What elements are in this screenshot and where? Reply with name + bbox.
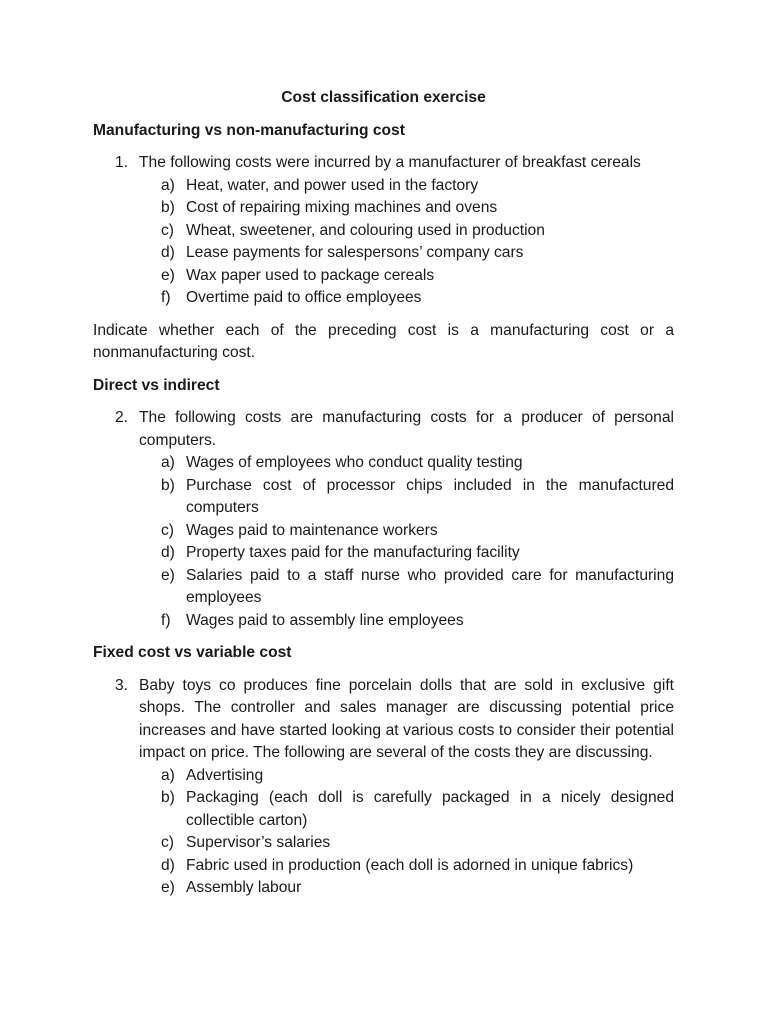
list-item bbox=[93, 610, 674, 633]
question-2 bbox=[93, 407, 674, 452]
section-heading-manufacturing: Manufacturing vs non-manufacturing cost bbox=[93, 121, 405, 139]
list-item bbox=[93, 265, 674, 288]
list-item bbox=[93, 242, 674, 265]
item-text: Wages of employees who conduct quality testing bbox=[186, 454, 523, 471]
list-item bbox=[93, 197, 674, 220]
item-text: Cost of repairing mixing machines and ovens bbox=[186, 199, 498, 216]
item-letter: d) bbox=[161, 544, 175, 561]
item-letter: d) bbox=[161, 244, 175, 261]
list-item bbox=[93, 287, 674, 310]
document-title: Cost classification exercise bbox=[281, 89, 486, 106]
list-item bbox=[93, 765, 674, 788]
item-letter: b) bbox=[161, 789, 175, 806]
section-heading-direct-indirect: Direct vs indirect bbox=[93, 376, 220, 394]
item-letter: b) bbox=[161, 476, 175, 494]
question-1 bbox=[93, 152, 674, 175]
list-item bbox=[93, 220, 674, 243]
item-letter: e) bbox=[161, 879, 175, 896]
question-3-items bbox=[93, 765, 674, 900]
question-text: The following costs are manufacturing costs for a producer of personal computers. bbox=[139, 409, 674, 449]
list-item bbox=[93, 175, 674, 198]
question-text: Baby toys co produces fine porcelain dolls that are sold in exclusive gift shops. The controller and sales manager are discussing potential price increases and have started looking at various costs to consider their potential impact on price. The following are several of the costs they are discussing. bbox=[139, 676, 674, 761]
item-text: Wheat, sweetener, and colouring used in production bbox=[186, 221, 545, 239]
item-letter: f) bbox=[161, 289, 171, 306]
document-page bbox=[93, 87, 674, 910]
question-3 bbox=[93, 675, 674, 765]
item-letter: a) bbox=[161, 176, 175, 194]
item-text: Wages paid to assembly line employees bbox=[186, 611, 464, 629]
list-item bbox=[93, 565, 674, 610]
item-letter: b) bbox=[161, 199, 175, 216]
item-letter: a) bbox=[161, 766, 175, 784]
question-text: The following costs were incurred by a manufacturer of breakfast cereals bbox=[139, 154, 641, 171]
item-text: Property taxes paid for the manufacturing facility bbox=[186, 544, 520, 561]
section-heading-fixed-variable: Fixed cost vs variable cost bbox=[93, 644, 292, 661]
item-letter: f) bbox=[161, 611, 171, 629]
list-item bbox=[93, 520, 674, 543]
item-text: Heat, water, and power used in the factory bbox=[186, 176, 479, 194]
list-item bbox=[93, 475, 674, 520]
instruction-paragraph: Indicate whether each of the preceding cost is a manufacturing cost or a nonmanufacturing cost. bbox=[93, 321, 674, 361]
list-item bbox=[93, 787, 674, 832]
list-item bbox=[93, 452, 674, 475]
question-2-items bbox=[93, 452, 674, 632]
question-number: 2. bbox=[115, 409, 129, 426]
item-letter: e) bbox=[161, 266, 175, 284]
item-letter: d) bbox=[161, 856, 175, 874]
question-number: 1. bbox=[115, 154, 129, 171]
item-text: Assembly labour bbox=[186, 879, 302, 896]
item-letter: e) bbox=[161, 566, 175, 584]
item-text: Supervisor’s salaries bbox=[186, 834, 331, 851]
item-text: Wages paid to maintenance workers bbox=[186, 521, 438, 539]
list-item bbox=[93, 855, 674, 878]
item-text: Overtime paid to office employees bbox=[186, 289, 422, 306]
list-item bbox=[93, 877, 674, 900]
item-letter: c) bbox=[161, 521, 174, 539]
item-text: Wax paper used to package cereals bbox=[186, 266, 435, 284]
question-number: 3. bbox=[115, 676, 129, 694]
item-text: Salaries paid to a staff nurse who provided care for manufacturing employees bbox=[186, 566, 674, 606]
item-letter: c) bbox=[161, 221, 174, 239]
item-letter: c) bbox=[161, 834, 174, 851]
item-text: Purchase cost of processor chips included in the manufactured computers bbox=[186, 476, 674, 516]
item-text: Lease payments for salespersons’ company cars bbox=[186, 244, 524, 261]
list-item bbox=[93, 832, 674, 855]
question-1-items bbox=[93, 175, 674, 310]
list-item bbox=[93, 542, 674, 565]
item-text: Packaging (each doll is carefully packaged in a nicely designed collectible carton) bbox=[186, 789, 674, 829]
item-text: Advertising bbox=[186, 766, 264, 784]
item-letter: a) bbox=[161, 454, 175, 471]
item-text: Fabric used in production (each doll is adorned in unique fabrics) bbox=[186, 856, 634, 874]
